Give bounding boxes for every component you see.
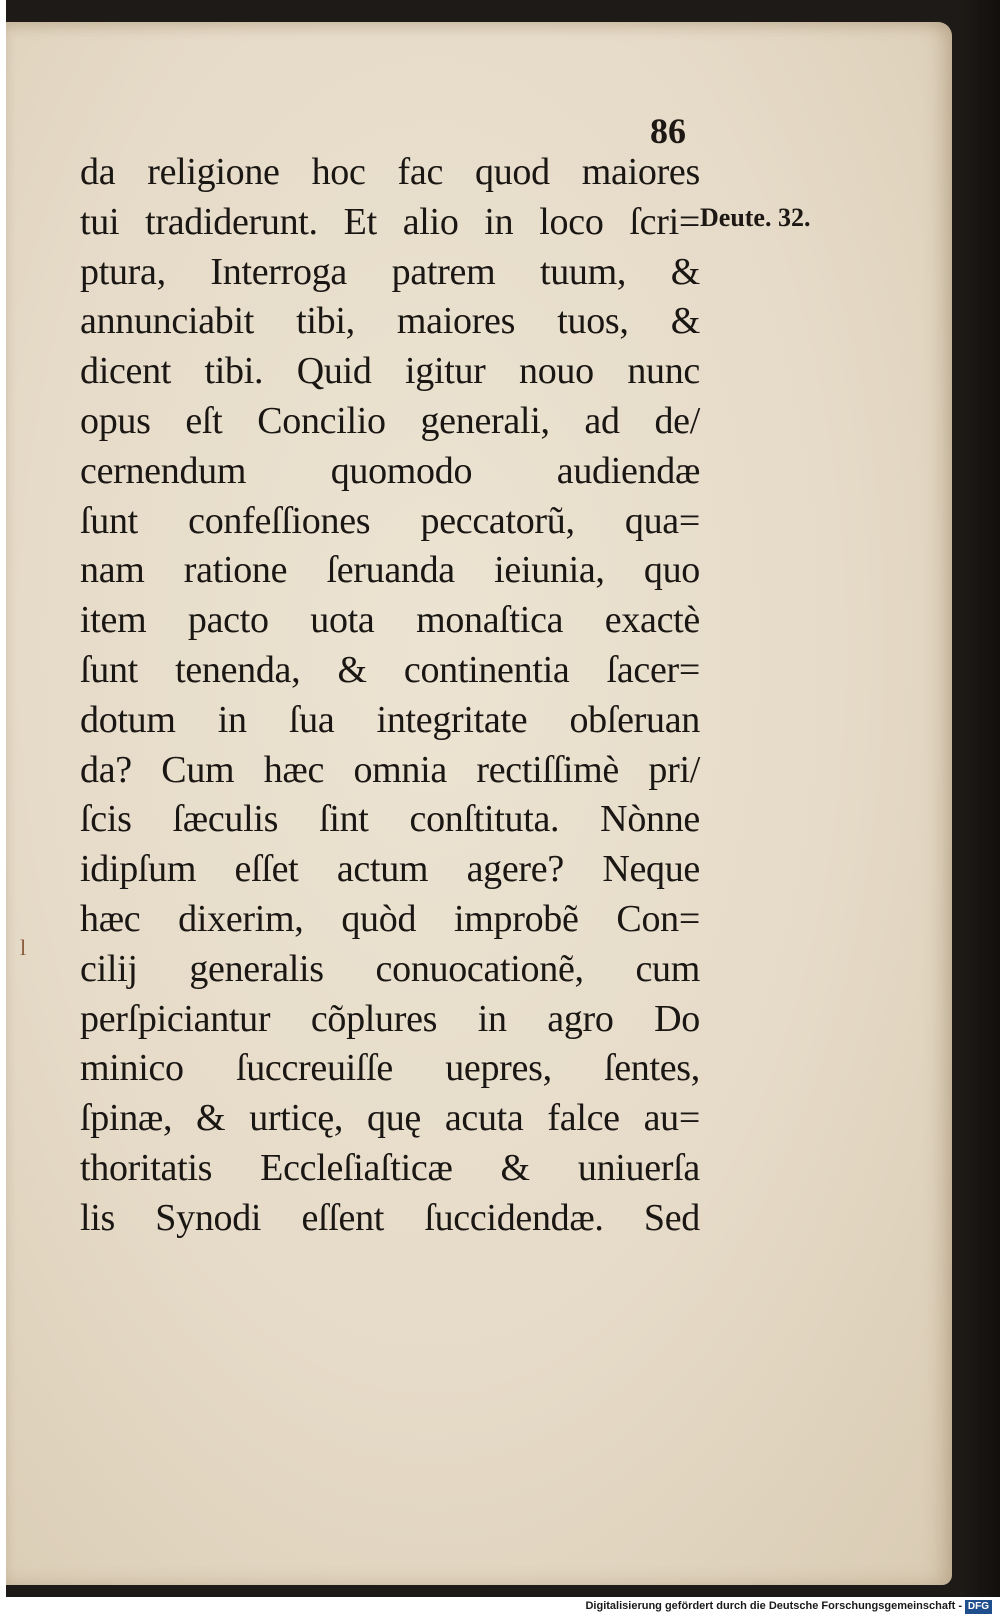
text-line: lis Synodi eſſent ſuccidendæ. Sed (80, 1196, 700, 1239)
text-line: cernendum quomodo audiendæ (80, 449, 700, 492)
text-line: hæc dixerim, quòd improbẽ Con= (80, 897, 700, 940)
text-line: idipſum eſſet actum agere? Neque (80, 848, 700, 891)
text-line: ſcis ſæculis ſint conſtituta. Nònne (80, 798, 700, 841)
text-line: opus eſt Concilio generali, ad de/ (80, 399, 700, 442)
text-line: ſunt tenenda, & continentia ſacer= (80, 648, 700, 691)
text-line: dotum in ſua integritate obſeruan (80, 698, 700, 741)
marginal-reference: Deute. 32. (700, 203, 811, 232)
dfg-logo: DFG (965, 1600, 992, 1614)
text-line: cilij generalis conuocationẽ, cum (80, 947, 700, 990)
text-line: tui tradiderunt. Et alio in loco ſcri= (80, 200, 700, 243)
text-line: item pacto uota monaſtica exactè (80, 599, 700, 642)
text-line: ſpinæ, & urticę, quę acuta falce au= (80, 1097, 700, 1140)
body-text (80, 148, 700, 1244)
text-line: nam ratione ſeruanda ieiunia, quo (80, 549, 700, 592)
text-line: ſunt confeſſiones peccatorũ, qua= (80, 499, 700, 542)
text-line: dicent tibi. Quid igitur nouo nunc (80, 350, 700, 393)
text-line: ptura, Interroga patrem tuum, & (80, 250, 700, 293)
text-line: thoritatis Eccleſiaſticæ & uniuerſa (80, 1146, 700, 1189)
text-line: perſpiciantur cõplures in agro Do (80, 997, 700, 1040)
page-number: 86 (650, 111, 686, 151)
text-line: da religione hoc fac quod maiores (80, 151, 700, 193)
stray-mark: l (20, 935, 27, 960)
text-line: minico ſuccreuiſſe uepres, ſentes, (80, 1047, 700, 1090)
text-line: da? Cum hæc omnia rectiſſimè pri/ (80, 748, 700, 791)
digitization-credit: Digitalisierung gefördert durch die Deutsche Forschungsgemeinschaft - (585, 1600, 962, 1612)
text-line: annunciabit tibi, maiores tuos, & (80, 300, 700, 343)
